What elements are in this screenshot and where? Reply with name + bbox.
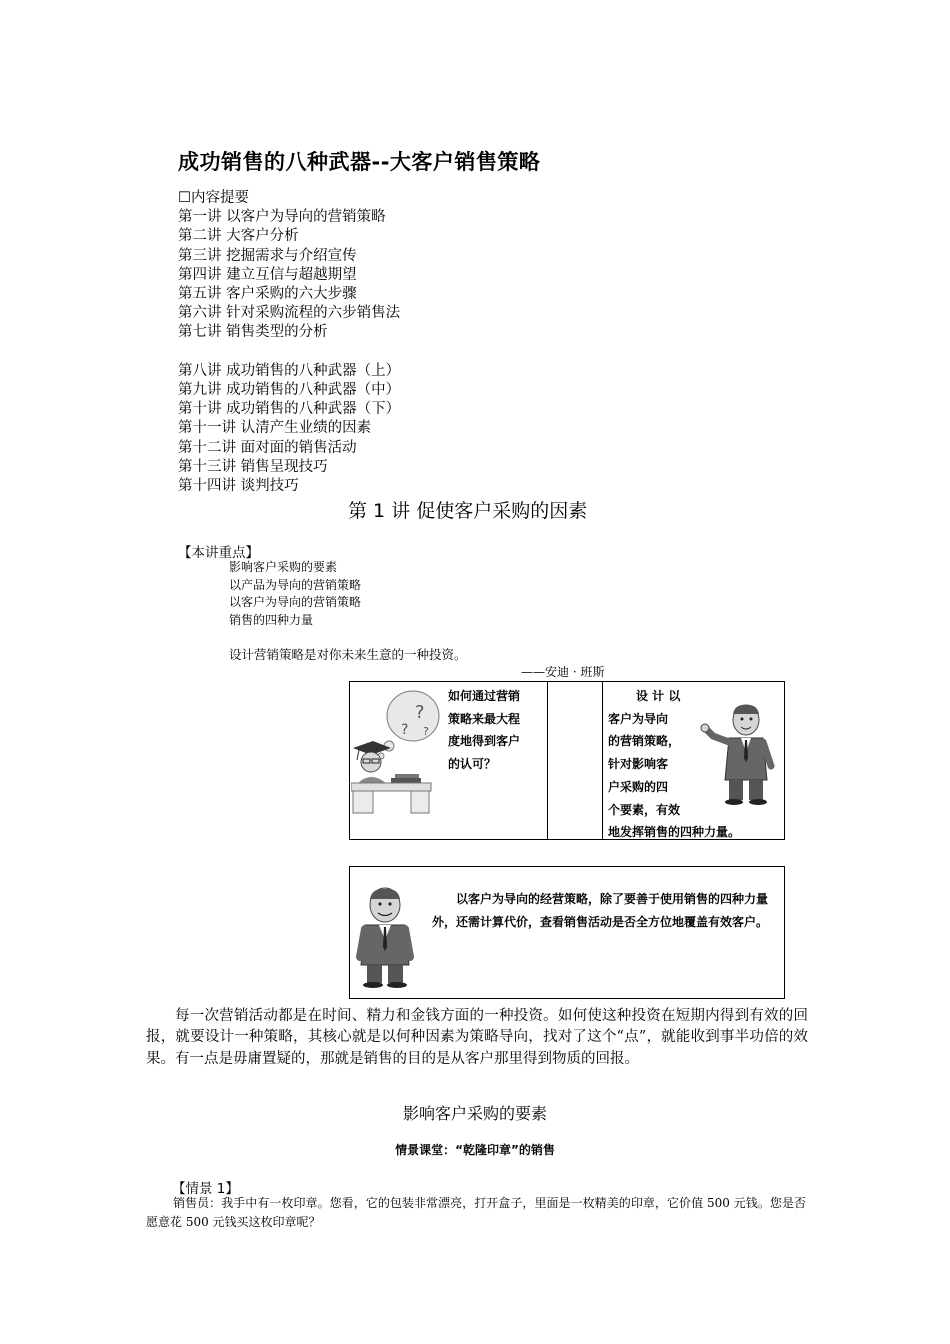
key-points-list <box>229 559 361 629</box>
quote-author: ——安迪 · 班斯 <box>521 665 605 679</box>
toc-item: 第三讲 挖掘需求与介绍宣传 <box>178 247 357 264</box>
toc-item: 第九讲 成功销售的八种武器（中） <box>178 382 401 399</box>
key-point-item: 以客户为导向的营销策略 <box>229 595 362 609</box>
toc-item: 第八讲 成功销售的八种武器（上） <box>178 362 401 379</box>
thinking-student-illustration <box>351 686 446 814</box>
answer-text: 设 计 以 客户为导向 的营销策略， 针对影响客 户采购的四 个要素，有效 地发挥销售的四种力量。 <box>608 689 741 840</box>
document-title: 成功销售的八种武器--大客户销售策略 <box>178 150 541 174</box>
table-of-contents <box>178 189 400 496</box>
key-points-header: 【本讲重点】 <box>178 545 259 561</box>
lecture-title: 第 1 讲 促使客户采购的因素 <box>348 500 588 522</box>
toc-item: 第十四讲 谈判技巧 <box>178 478 299 495</box>
standing-man-illustration <box>355 885 417 989</box>
toc-item: 第十三讲 销售呈现技巧 <box>178 458 328 475</box>
toc-item: 第一讲 以客户为导向的营销策略 <box>178 209 386 226</box>
toc-item: 第七讲 销售类型的分析 <box>178 324 328 341</box>
toc-heading: ☐内容提要 <box>178 190 249 206</box>
toc-item: 第十二讲 面对面的销售活动 <box>178 439 357 456</box>
svg-text:?: ? <box>401 722 409 738</box>
toc-item: 第六讲 针对采购流程的六步销售法 <box>178 305 401 322</box>
toc-item: 第五讲 客户采购的六大步骤 <box>178 286 357 303</box>
svg-text:?: ? <box>423 725 429 738</box>
toc-item: 第十讲 成功销售的八种武器（下） <box>178 401 401 418</box>
toc-item: 第二讲 大客户分析 <box>178 228 299 245</box>
dialog-text: 销售员：我手中有一枚印章。您看，它的包装非常漂亮，打开盒子，里面是一枚精美的印章，它价值 500 元钱。您是否愿意花 500 元钱买这枚印章呢？ <box>146 1196 806 1229</box>
presenter-man-illustration <box>699 702 781 806</box>
question-text: 如何通过营销 策略来最大程 度地得到客户 的认可？ <box>448 689 521 772</box>
quote: 设计营销策略是对你未来生意的一种投资。 <box>229 647 467 662</box>
key-point-item: 影响客户采购的要素 <box>229 560 338 574</box>
strategy-note-text: 以客户为导向的经营策略，除了要善于使用销售的四种力量外，还需计算代价，查看销售活动是否全方位地覆盖有效客户。 <box>432 892 769 929</box>
svg-text:?: ? <box>415 702 425 723</box>
toc-item: 第四讲 建立互信与超越期望 <box>178 266 357 283</box>
section-title: 影响客户采购的要素 <box>402 1104 547 1123</box>
key-point-item: 以产品为导向的营销策略 <box>229 577 362 592</box>
toc-item: 第十一讲 认清产生业绩的因素 <box>178 420 372 437</box>
scene-label: 【情景 1】 <box>172 1181 239 1197</box>
body-paragraph: 每一次营销活动都是在时间、精力和金钱方面的一种投资。如何使这种投资在短期内得到有效的回报，就要设计一种策略，其核心就是以何种因素为策略导向，找对了这个“点”，就能收到事半功倍的效果。有一点是毋庸置疑的，那就是销售的目的是从客户那里得到物质的回报。 <box>146 1008 808 1067</box>
key-point-item: 销售的四种力量 <box>229 612 314 627</box>
sub-title: 情景课堂：“乾隆印章”的销售 <box>395 1143 555 1157</box>
